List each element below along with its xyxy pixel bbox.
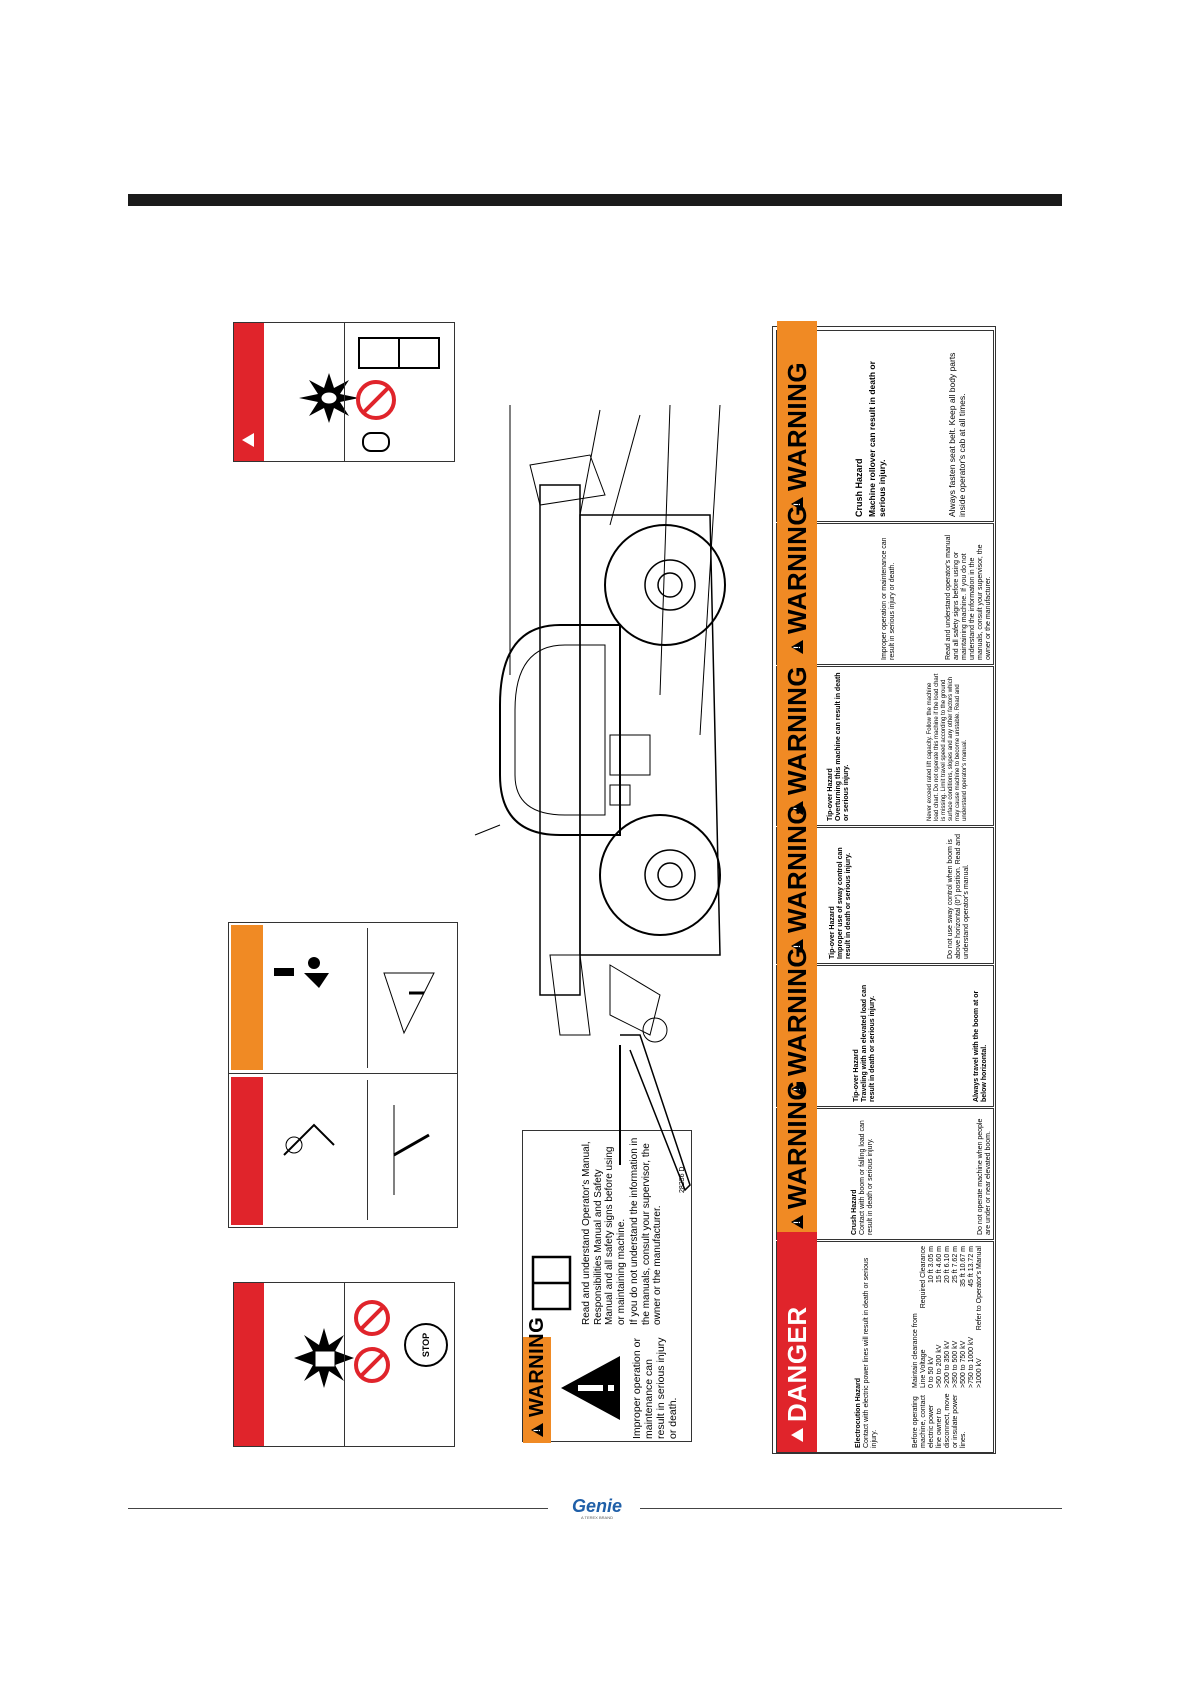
alert-triangle-icon — [791, 1215, 803, 1229]
crush-person-icon — [269, 943, 349, 1003]
no-hand-icon — [352, 1298, 392, 1338]
hazard-note: Before operating machine, contact electric power line owner to disconnect, move or insulate power lines. — [912, 1393, 967, 1448]
warning-header — [523, 1316, 551, 1443]
table-row: >50 to 200 kV 15 ft 4.60 m — [936, 1246, 943, 1388]
header-rule — [128, 194, 1062, 206]
hazard-bottom: Read and understand operator's manual and all safety signs before using or maintaining machine. If you do not understand the information in the manuals, consult your supervisor, the owner or the manufacturer. — [945, 534, 992, 660]
hazard-title: Electrocution Hazard — [855, 1377, 862, 1448]
no-spray-icon — [352, 1345, 392, 1385]
hazard-text: Contact with electric power lines will result in death or serious injury. — [863, 1257, 878, 1448]
book-icon — [354, 333, 444, 373]
ether-decal-top — [233, 322, 455, 462]
warning-header-text: WARNING — [781, 946, 812, 1076]
hazard-bottom: Never exceed rated lift capacity. Follow the machine load chart. Do not operate this machine if the load chart is missing. Limit travel speed according to the ground surface conditions, slopes and any other factors which may cause machine to become unstable. Read and understand operator's manual. — [927, 673, 968, 821]
decal-header-strip — [231, 925, 263, 1070]
clearance-table — [912, 1246, 984, 1388]
table-row: >500 to 750 kV 35 ft 10.67 m — [960, 1246, 967, 1388]
decal-divider — [344, 323, 345, 461]
hazard-text: Improper operation or maintenance can result in serious injury or death. — [881, 537, 896, 660]
alert-triangle-icon — [242, 433, 254, 447]
genie-logo — [562, 1497, 632, 1523]
warning-decal-sway — [776, 803, 994, 964]
warning-header-text: WARNING — [781, 803, 812, 933]
decal-divider — [367, 928, 368, 1068]
table-row: >1000 kV Refer to Operator's Manual — [976, 1246, 983, 1388]
warning-decal-rollover — [776, 330, 994, 522]
hazard-title: Tip-over Hazard — [827, 768, 834, 821]
boom-decals-pair — [228, 922, 458, 1228]
danger-header — [777, 1232, 817, 1452]
warning-decal-overturn — [776, 666, 994, 826]
stop-sign-icon — [404, 1323, 448, 1367]
hazard-text: Contact with boom or falling load can result in death or serious injury. — [859, 1120, 874, 1235]
hazard-text: Traveling with an elevated load can result in death or serious injury. — [861, 984, 876, 1102]
hazard-text: Machine rollover can result in death or serious injury. — [867, 361, 887, 517]
boom-zone-icon — [374, 963, 449, 1053]
warning-decal-crush — [776, 1079, 994, 1240]
telehandler-drawing — [470, 395, 770, 1195]
explosion-icon — [289, 1323, 359, 1393]
hazard-text: Improper use of sway control can result in death or serious injury. — [837, 847, 852, 959]
warning-header-text: WARNING — [525, 1316, 548, 1417]
genie-logo-sub: A TEREX BRAND — [581, 1515, 613, 1520]
alert-triangle-large-icon — [558, 1353, 623, 1423]
warning-right-text-2: If you do not understand the information in the manuals, consult your supervisor, the owner or the manufacturer. — [629, 1137, 663, 1325]
manual-book-icon — [529, 1253, 574, 1313]
warning-header — [777, 803, 817, 963]
spray-can-icon — [359, 427, 393, 457]
warning-decal-general — [776, 504, 994, 665]
warning-right-text: Read and understand Operator's Manual, Responsibilities Manual and Safety Manual and all safety signs before using or maintaining machine. — [581, 1141, 627, 1325]
footer-rule-right — [640, 1508, 1062, 1509]
warning-header — [777, 657, 817, 825]
danger-header-text: DANGER — [781, 1306, 812, 1422]
warning-header-text: WARNING — [781, 504, 812, 634]
danger-decal-electrocution — [776, 1241, 994, 1453]
power-line-icon — [274, 1095, 354, 1175]
decal-header-strip — [234, 1283, 264, 1446]
leader-lines — [475, 405, 720, 835]
warning-header — [777, 321, 817, 521]
no-ether-icon — [354, 378, 398, 422]
alert-triangle-icon — [791, 640, 803, 654]
warning-header — [777, 504, 817, 664]
warning-header-text: WARNING — [781, 665, 812, 795]
crush-decal — [229, 923, 457, 1074]
warning-left-text: Improper operation or maintenance can result in serious injury or death. — [631, 1337, 679, 1439]
warning-header-text: WARNING — [781, 361, 812, 491]
warning-header — [777, 1079, 817, 1239]
hazard-title: Tip-over Hazard — [829, 906, 836, 959]
table-header-1: Maintain clearance from — [912, 1313, 919, 1388]
hazard-bottom: Always travel with the boom at or below horizontal. — [973, 990, 988, 1102]
genie-logo-text: Genie — [571, 1496, 623, 1516]
ether-decal-bottom — [233, 1282, 455, 1447]
hazard-title: Tip-over Hazard — [853, 1049, 860, 1102]
electrocution-decal — [229, 1075, 457, 1227]
hazard-title: Crush Hazard — [854, 458, 864, 517]
footer-rule-left — [128, 1508, 548, 1509]
decal-header-strip — [231, 1077, 263, 1225]
hazard-bottom: Always fasten seat belt. Keep all body parts inside operator's cab at all times. — [947, 352, 967, 517]
warning-header-text: WARNING — [781, 1079, 812, 1209]
table-header-3: Required Clearance — [920, 1246, 927, 1309]
table-row: 0 to 50 kV 10 ft 3.05 m — [928, 1246, 935, 1388]
hazard-bottom: Do not operate machine when people are under or near elevated boom. — [977, 1118, 992, 1235]
table-row: >350 to 500 kV 25 ft 7.62 m — [952, 1246, 959, 1388]
hazard-bottom: Do not use sway control when boom is above horizontal (0°) position. Read and understand operator's manual. — [947, 834, 970, 959]
decal-strip — [772, 326, 996, 1454]
alert-triangle-icon — [791, 1428, 803, 1442]
table-header-2: Line Voltage — [920, 1349, 927, 1388]
decal-divider — [367, 1080, 368, 1220]
table-row: >200 to 350 kV 20 ft 6.10 m — [944, 1246, 951, 1388]
stop-label: STOP — [421, 1332, 431, 1358]
table-row: >750 to 1000 kV 45 ft 13.72 m — [968, 1246, 975, 1388]
part-number: 28236 D — [679, 1166, 686, 1193]
hazard-title: Crush Hazard — [851, 1189, 858, 1235]
alert-triangle-icon — [531, 1423, 543, 1437]
decal-divider — [344, 1283, 345, 1446]
boom-clearance-icon — [374, 1095, 449, 1205]
hazard-text: Overturning this machine can result in death or serious injury. — [835, 672, 850, 821]
